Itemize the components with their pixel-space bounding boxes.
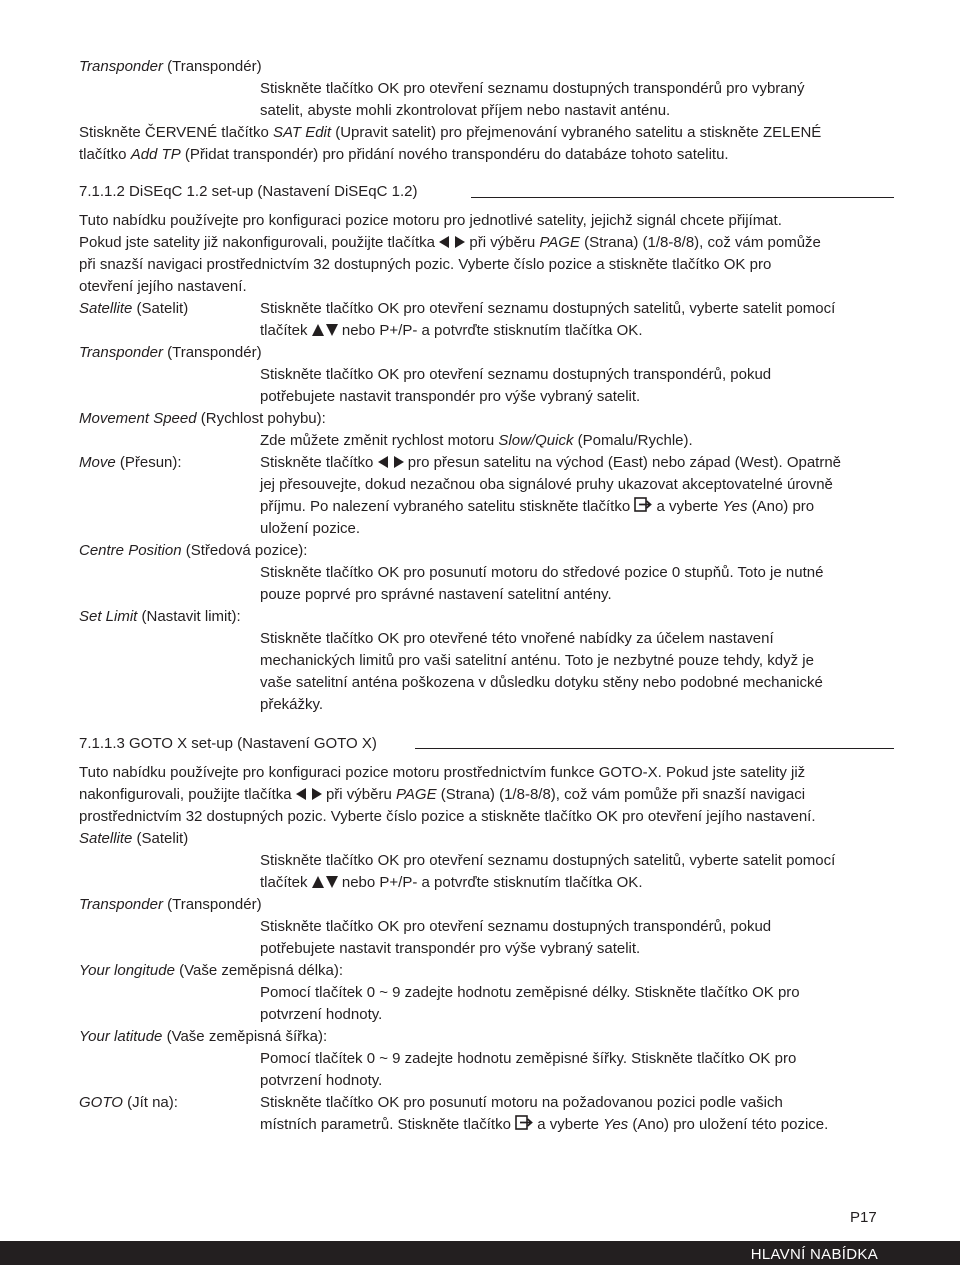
ok-key: OK	[723, 256, 746, 273]
satellite-desc-line2: tlačítek nebo P+/P- a potvrďte stisknutím tlačítka OK.	[260, 322, 643, 339]
term-transponder: Transponder (Transpondér)	[79, 896, 262, 913]
term-set-limit: Set Limit (Nastavit limit):	[79, 608, 241, 625]
enter-icon	[515, 1116, 533, 1133]
heading-rule	[471, 197, 894, 198]
term-move: Move (Přesun):	[79, 454, 182, 471]
goto-intro-line2: nakonfigurovali, použijte tlačítka při výběru PAGE (Strana) (1/8-8/8), což vám pomůže při snazší navigaci	[79, 786, 806, 803]
ok-key: OK	[616, 322, 639, 339]
term-longitude: Your longitude (Vaše zeměpisná délka):	[79, 962, 344, 979]
centre-desc-line1: Stiskněte tlačítko OK pro posunutí motoru do středové pozice 0 stupňů. Toto je nutné	[260, 564, 824, 581]
ok-key: OK	[596, 808, 618, 825]
heading-diseqc: 7.1.1.2 DiSEqC 1.2 set-up (Nastavení DiSEqC 1.2)	[79, 183, 418, 200]
goto-desc-line2: místních parametrů. Stiskněte tlačítko a vyberte Yes (Ano) pro uložení této pozice.	[260, 1116, 829, 1133]
transponder-desc-line1: Stiskněte tlačítko OK pro otevření seznamu dostupných transpondérů, pokud	[260, 918, 772, 935]
goto-desc-line1: Stiskněte tlačítko OK pro posunutí motoru na požadovanou pozici podle vašich	[260, 1094, 783, 1111]
centre-desc-line2: pouze poprvé pro správné nastavení satelitní antény.	[260, 586, 612, 603]
ok-key: OK	[377, 366, 400, 383]
up-down-arrows-icon	[312, 874, 338, 891]
term-satellite: Satellite (Satelit)	[79, 830, 189, 847]
transponder-desc-line1: Stiskněte tlačítko OK pro otevření seznamu dostupných transpondérů pro vybraný	[260, 80, 805, 97]
red-key-paragraph-line2: tlačítko Add TP (Přidat transpondér) pro přidání nového transpondéru do databáze tohoto satelitu.	[79, 146, 729, 163]
heading-goto-x: 7.1.1.3 GOTO X set-up (Nastavení GOTO X)	[79, 735, 377, 752]
ok-key: OK	[752, 984, 774, 1001]
move-desc-line2: jej přesouvejte, dokud nezačnou oba signálové pruhy ukazovat akceptovatelné úrovně	[260, 476, 833, 493]
latitude-desc-line1: Pomocí tlačítek 0 ~ 9 zadejte hodnotu zeměpisné šířky. Stiskněte tlačítko OK pro	[260, 1050, 797, 1067]
up-down-arrows-icon	[312, 322, 338, 339]
ok-key: OK	[748, 1050, 771, 1067]
left-right-arrows-icon	[439, 234, 465, 251]
left-right-arrows-icon	[296, 786, 322, 803]
term-movement-speed: Movement Speed (Rychlost pohybu):	[79, 410, 326, 427]
move-desc-line1: Stiskněte tlačítko pro přesun satelitu na východ (East) nebo západ (West). Opatrně	[260, 454, 842, 471]
latitude-desc-line2: potvrzení hodnoty.	[260, 1072, 383, 1089]
red-key-paragraph-line1: Stiskněte ČERVENÉ tlačítko SAT Edit (Upravit satelit) pro přejmenování vybraného satelitu a stiskněte ZELENÉ	[79, 124, 822, 141]
limit-desc-line1: Stiskněte tlačítko OK pro otevřené této vnořené nabídky za účelem nastavení	[260, 630, 774, 647]
page-key: P+/P-	[379, 874, 418, 891]
diseqc-intro-line4: otevření jejího nastavení.	[79, 278, 247, 295]
transponder-desc-line1: Stiskněte tlačítko OK pro otevření seznamu dostupných transpondérů, pokud	[260, 366, 772, 383]
move-desc-line4: uložení pozice.	[260, 520, 361, 537]
limit-desc-line2: mechanických limitů pro vaši satelitní anténu. Toto je nezbytné pouze tehdy, když je	[260, 652, 814, 669]
limit-desc-line3: vaše satelitní anténa poškozena v důsledku dotyku stěny nebo podobné mechanické	[260, 674, 823, 691]
goto-intro-line1: Tuto nabídku používejte pro konfiguraci pozice motoru prostřednictvím funkce GOTO-X. Pokud jste satelity již	[79, 764, 806, 781]
diseqc-intro-line3: při snazší navigaci prostřednictvím 32 dostupných pozic. Vyberte číslo pozice a stiskněte tlačítko OK pro	[79, 256, 772, 273]
ok-key: OK	[377, 300, 400, 317]
satellite-desc-line2: tlačítek nebo P+/P- a potvrďte stisknutím tlačítka OK.	[260, 874, 643, 891]
page-number: P17	[850, 1209, 877, 1226]
digit-keys: 0 ~ 9	[366, 984, 401, 1001]
transponder-desc-line2: potřebujete nastavit transpondér pro výše vybraný satelit.	[260, 388, 641, 405]
transponder-desc-line2: satelit, abyste mohli zkontrolovat příjem nebo nastavit anténu.	[260, 102, 671, 119]
movement-speed-desc: Zde můžete změnit rychlost motoru Slow/Quick (Pomalu/Rychle).	[260, 432, 693, 449]
left-right-arrows-icon	[378, 454, 404, 471]
satellite-desc-line1: Stiskněte tlačítko OK pro otevření seznamu dostupných satelitů, vyberte satelit pomocí	[260, 852, 836, 869]
limit-desc-line4: překážky.	[260, 696, 324, 713]
ok-key: OK	[377, 1094, 400, 1111]
longitude-desc-line2: potvrzení hodnoty.	[260, 1006, 383, 1023]
red-key: ČERVENÉ	[144, 124, 218, 141]
diseqc-intro-line2: Pokud jste satelity již nakonfigurovali, použijte tlačítka při výběru PAGE (Strana) (1/8-8/8), což vám pomůže	[79, 234, 821, 251]
ok-key: OK	[616, 874, 639, 891]
ok-key: OK	[377, 630, 400, 647]
ok-key: OK	[377, 564, 400, 581]
ok-key: OK	[377, 852, 400, 869]
enter-icon	[634, 498, 652, 515]
page-key: P+/P-	[379, 322, 418, 339]
digit-keys: 0 ~ 9	[366, 1050, 401, 1067]
longitude-desc-line1: Pomocí tlačítek 0 ~ 9 zadejte hodnotu zeměpisné délky. Stiskněte tlačítko OK pro	[260, 984, 800, 1001]
ok-key: OK	[377, 80, 400, 97]
term-satellite: Satellite (Satelit)	[79, 300, 189, 317]
footer-section-title: HLAVNÍ NABÍDKA	[750, 1246, 878, 1263]
term-goto: GOTO (Jít na):	[79, 1094, 178, 1111]
green-key: ZELENÉ	[762, 124, 822, 141]
diseqc-intro-line1: Tuto nabídku používejte pro konfiguraci pozice motoru pro jednotlivé satelity, jejichž signál chcete přijímat.	[79, 212, 782, 229]
term-transponder: Transponder (Transpondér)	[79, 58, 262, 75]
move-desc-line3: příjmu. Po nalezení vybraného satelitu stiskněte tlačítko a vyberte Yes (Ano) pro	[260, 498, 815, 515]
transponder-desc-line2: potřebujete nastavit transpondér pro výše vybraný satelit.	[260, 940, 641, 957]
ok-key: OK	[377, 918, 400, 935]
goto-intro-line3: prostřednictvím 32 dostupných pozic. Vyberte číslo pozice a stiskněte tlačítko OK pro otevření jejího nastavení.	[79, 808, 816, 825]
term-latitude: Your latitude (Vaše zeměpisná šířka):	[79, 1028, 328, 1045]
satellite-desc-line1: Stiskněte tlačítko OK pro otevření seznamu dostupných satelitů, vyberte satelit pomocí	[260, 300, 836, 317]
term-centre-position: Centre Position (Středová pozice):	[79, 542, 308, 559]
term-transponder: Transponder (Transpondér)	[79, 344, 262, 361]
heading-rule	[415, 748, 894, 749]
footer-bar	[0, 1241, 960, 1265]
